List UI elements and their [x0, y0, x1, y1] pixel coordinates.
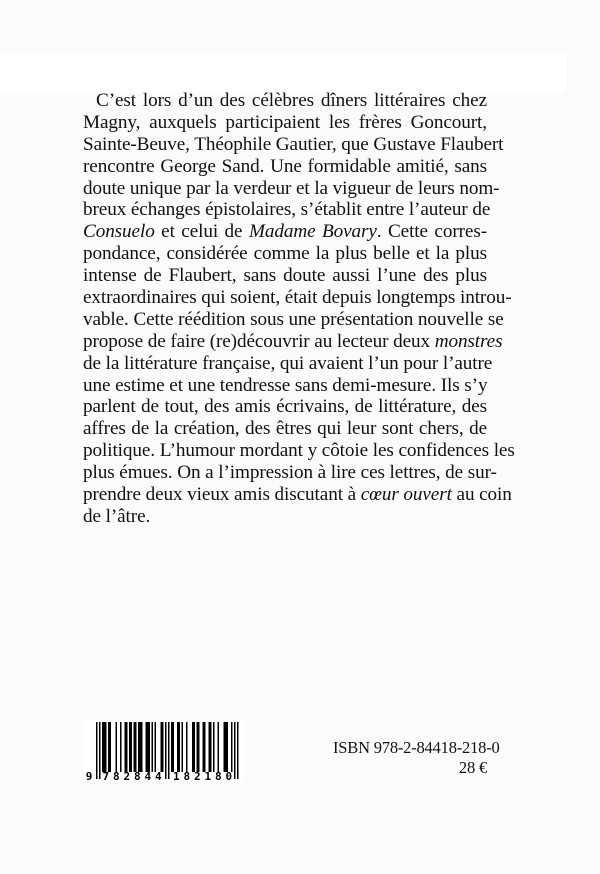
barcode-bar [213, 722, 215, 772]
barcode-guard-bar [168, 722, 170, 779]
barcode-digit: 0 [225, 770, 233, 782]
barcode-digit: 4 [144, 770, 152, 782]
barcode-bar [120, 722, 122, 772]
barcode-bar [177, 722, 179, 772]
blurb-text: C’est lors d’un des célèbres dîners littéraires chez [96, 90, 487, 111]
blurb-italic-title: Madame Bovary [248, 221, 377, 243]
blurb-text: politique. L’humour mordant y côtoie les confidences les [83, 440, 515, 462]
barcode-bar [161, 722, 163, 772]
barcode-digit: 8 [214, 770, 222, 782]
blurb-italic-title: Consuelo [83, 221, 155, 243]
blurb-text: . Cette corres- [376, 221, 487, 243]
barcode-digit: 1 [204, 770, 212, 782]
blurb-line [83, 177, 500, 200]
blurb-text: affres de la création, des êtres qui leur sont chers, de [83, 418, 487, 440]
blurb-text: prendre deux vieux amis discutant à [83, 484, 361, 506]
barcode-bar [155, 722, 157, 772]
blurb-text: extraordinaires qui soient, était depuis longtemps introu- [83, 287, 512, 309]
blurb-line [83, 156, 487, 178]
barcode-graphic [84, 720, 244, 782]
blurb-text: plus émues. On a l’impression à lire ces lettres, de sur- [83, 462, 497, 484]
blurb-text: de la littérature française, qui avaient l’un pour l’autre [83, 352, 493, 374]
barcode-digit: 8 [112, 770, 120, 782]
ean13-barcode [84, 720, 244, 782]
blurb-text: breux échanges épistolaires, s’établit entre l’auteur de [83, 199, 491, 221]
blurb-text: parlent de tout, des amis écrivains, de littérature, des [83, 396, 487, 418]
barcode-bar [186, 722, 188, 772]
barcode-bar [134, 722, 136, 772]
barcode-bar [209, 722, 211, 772]
blurb-italic-title: cœur ouvert [360, 484, 452, 506]
barcode-digit: 7 [102, 770, 110, 782]
barcode-bar [204, 722, 206, 772]
barcode-bar [147, 722, 149, 772]
blurb-line [83, 112, 487, 134]
blurb-text: pondance, considérée comme la plus belle et la plus [83, 243, 487, 265]
barcode-bar [129, 722, 131, 772]
barcode-digit: 2 [123, 770, 131, 782]
barcode-bar [108, 722, 110, 772]
barcode-bar [126, 722, 128, 772]
blurb-line [83, 221, 487, 243]
blurb-text: et celui de [154, 221, 249, 243]
barcode-guard-bar [234, 722, 236, 779]
barcode-bar [162, 722, 164, 772]
barcode-bar [146, 722, 148, 772]
barcode-guard-bar [99, 722, 101, 779]
barcode-bar [225, 722, 227, 772]
blurb-line [83, 418, 487, 440]
blurb-line [83, 287, 512, 309]
barcode-bar [140, 722, 142, 772]
barcode-bar [227, 722, 229, 772]
barcode-bar [197, 722, 199, 772]
barcode-bar [131, 722, 133, 772]
blurb-line [83, 243, 487, 265]
blurb-text: une estime et une tendresse sans demi-mesure. Ils s’y [83, 374, 488, 396]
blurb-text: Magny, auxquels participaient les frères Goncourt, [83, 111, 487, 133]
isbn-block [333, 738, 500, 778]
barcode-digit: 1 [172, 770, 180, 782]
blurb-text: propose de faire (re)découvrir au lecteur deux [83, 330, 435, 352]
blurb-text: intense de Flaubert, sans doute aussi l’une des plus [83, 265, 487, 287]
barcode-bar [198, 722, 200, 772]
blurb-line [83, 396, 487, 418]
blurb-text: de l’âtre. [83, 505, 151, 527]
barcode-bar [231, 722, 233, 772]
barcode-digit: 9 [85, 770, 93, 782]
blurb-line [83, 506, 487, 528]
blurb-line [83, 199, 491, 221]
blurb-text: vable. Cette réédition sous une présentation nouvelle se [83, 308, 504, 330]
blurb-line [83, 308, 504, 331]
blurb-text: Sainte-Beuve, Théophile Gautier, que Gustave Flaubert [83, 133, 504, 155]
barcode-bar [173, 722, 175, 772]
barcode-bar [218, 722, 220, 772]
blurb-line [83, 265, 487, 287]
blurb-text: doute unique par la verdeur et la vigueur de leurs nom- [83, 177, 500, 199]
barcode-bar [179, 722, 181, 772]
price: 28 € [458, 758, 487, 777]
barcode-bar [210, 722, 212, 772]
barcode-digit: 4 [154, 770, 162, 782]
blurb-line [83, 440, 515, 462]
barcode-guard-bar [237, 722, 239, 779]
blurb-line [83, 352, 493, 375]
barcode-bar [141, 722, 143, 772]
isbn-number: ISBN 978-2-84418-218-0 [333, 738, 500, 757]
barcode-bar [105, 722, 107, 772]
barcode-bar [104, 722, 106, 772]
barcode-guard-bar [165, 722, 167, 779]
barcode-digit: 8 [133, 770, 141, 782]
barcode-digit: 2 [193, 770, 201, 782]
blurb-line [83, 133, 504, 156]
barcode-bar [149, 722, 151, 772]
blurb-italic-title: monstres [434, 330, 503, 352]
barcode-bar [182, 722, 184, 772]
blurb-line [83, 330, 503, 353]
barcode-bar [102, 722, 104, 772]
barcode-bar [138, 722, 140, 772]
top-band [0, 53, 565, 93]
barcode-bar [171, 722, 173, 772]
barcode-bar [116, 722, 118, 772]
blurb-line [83, 90, 487, 112]
barcode-bar [152, 722, 154, 772]
barcode-digit: 8 [183, 770, 191, 782]
blurb-text: au coin [451, 484, 512, 506]
barcode-bar [224, 722, 226, 772]
back-cover-blurb [83, 90, 515, 528]
barcode-guard-bar [96, 722, 98, 779]
barcode-bar [110, 722, 112, 772]
blurb-line [83, 375, 487, 397]
barcode-bar [192, 722, 194, 772]
barcode-bar [194, 722, 196, 772]
blurb-line [83, 484, 512, 506]
barcode-bar [135, 722, 137, 772]
barcode-bar [203, 722, 205, 772]
blurb-line [83, 462, 497, 484]
blurb-text: rencontre George Sand. Une formidable amitié, sans [83, 155, 487, 177]
barcode-bar [125, 722, 127, 772]
